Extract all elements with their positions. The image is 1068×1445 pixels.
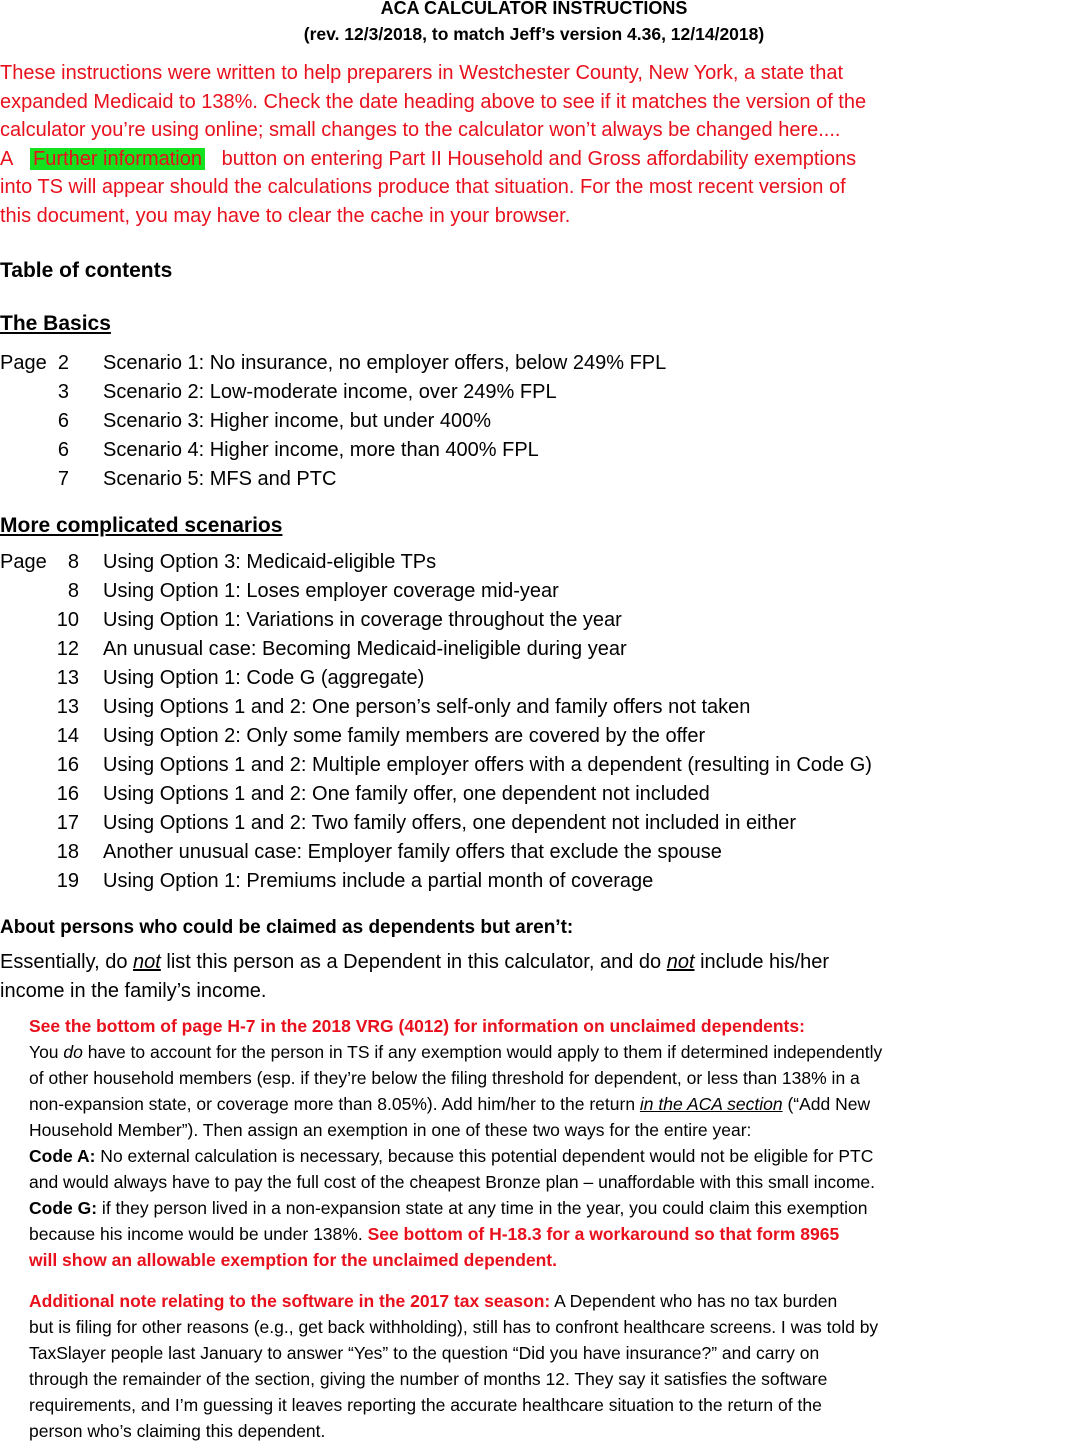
toc-entry[interactable]: An unusual case: Becoming Medicaid-ineligible during year <box>103 638 627 660</box>
emphasis-not: not <box>133 951 161 973</box>
complicated-list <box>0 551 1060 901</box>
toc-entry[interactable]: Using Options 1 and 2: One person’s self-only and family offers not taken <box>103 696 751 718</box>
toc-entry[interactable]: Using Option 1: Code G (aggregate) <box>103 667 425 689</box>
toc-page-number: 10 <box>56 609 79 631</box>
aca-section-link[interactable]: in the ACA section <box>639 1094 783 1114</box>
additional-note: Additional note relating to the software in the 2017 tax season: A Dependent who has no tax burden but is filing for other reasons (e.g., get back withholding), still has to confront healthcare screens. I was told by TaxSlayer people last January to answer “Yes” to the question “Did you have insurance?” and carry on through the remainder of the section, giving the number of months 12. They say it satisfies the software requirements, and I’m guessing it leaves reporting the accurate healthcare situation to the return of the person who’s claiming this dependent. <box>29 1291 879 1441</box>
emphasis-not: not <box>666 951 695 973</box>
toc-page-number: 13 <box>56 667 79 689</box>
toc-page-number: 16 <box>56 783 79 805</box>
vrg-note: See the bottom of page H-7 in the 2018 VRG (4012) for information on unclaimed dependents: <box>29 1016 805 1036</box>
toc-page-number: 3 <box>57 381 69 403</box>
document-subtitle: (rev. 12/3/2018, to match Jeff’s version 4.36, 12/14/2018) <box>303 24 765 44</box>
intro-line: calculator you’re using online; small changes to the calculator won’t always be changed here.... <box>0 119 841 141</box>
basics-heading: The Basics <box>0 312 111 335</box>
basics-list <box>0 352 1000 502</box>
intro-line: this document, you may have to clear the cache in your browser. <box>0 204 571 227</box>
intro-line: expanded Medicaid to 138%. Check the date heading above to see if it matches the version of the <box>0 90 867 113</box>
toc-entry[interactable]: Using Option 3: Medicaid-eligible TPs <box>103 551 437 573</box>
intro-line: A Further information button on entering Part II Household and Gross affordability exemptions <box>0 147 857 170</box>
vrg-block: See the bottom of page H-7 in the 2018 VRG (4012) for information on unclaimed dependents: You do have to account for the person in TS if any exemption would apply to them if determined independently of other household members (esp. if they’re below the filing threshold for dependent, or less than 138% in a non-expansion state, or coverage more than 8.05%). Add him/her to the return in the ACA section (“Add New Household Member”). Then assign an exemption in one of these two ways for the entire year: Code A: No external calculation is necessary, because this potential dependent would not be eligible for PTC and would always have to pay the full cost of the cheapest Bronze plan – unaffordable with this small income. Code G: if they person lived in a non-expansion state at any time in the year, you could claim this exemption because his income would be under 138%. See bottom of H-18.3 for a workaround so that form 8965 will show an allowable exemption for the unclaimed dependent. <box>29 1013 882 1273</box>
toc-page-number: 19 <box>56 870 79 892</box>
toc-entry[interactable]: Scenario 4: Higher income, more than 400% FPL <box>103 439 539 461</box>
toc-page-number: 6 <box>57 439 69 461</box>
dependents-heading: About persons who could be claimed as dependents but aren’t: <box>0 917 574 938</box>
toc-page-number: 13 <box>56 696 79 718</box>
toc-page-number: 8 <box>67 551 79 573</box>
toc-page-number: 18 <box>56 841 79 863</box>
toc-page-number: 17 <box>56 812 79 834</box>
intro-paragraph <box>0 59 866 230</box>
further-information-button[interactable]: Further information <box>30 148 205 170</box>
toc-entry[interactable]: Using Option 1: Premiums include a partial month of coverage <box>103 870 654 892</box>
toc-entry[interactable]: Using Options 1 and 2: Two family offers, one dependent not included in either <box>103 812 797 834</box>
document-title: ACA CALCULATOR INSTRUCTIONS <box>380 0 688 18</box>
toc-page-number: 14 <box>56 725 79 747</box>
additional-note-label: Additional note relating to the software in the 2017 tax season: <box>29 1291 551 1311</box>
toc-page-number: 7 <box>57 468 69 490</box>
toc-entry[interactable]: Using Options 1 and 2: One family offer, one dependent not included <box>103 783 710 805</box>
toc-entry[interactable]: Using Option 1: Variations in coverage throughout the year <box>103 609 622 631</box>
toc-entry[interactable]: Using Option 1: Loses employer coverage mid-year <box>103 580 559 602</box>
code-g-label: Code G: <box>29 1198 98 1218</box>
page-label: Page <box>0 551 47 573</box>
intro-line: into TS will appear should the calculations produce that situation. For the most recent version of <box>0 176 846 198</box>
toc-page-number: 16 <box>56 754 79 776</box>
toc-entry[interactable]: Scenario 5: MFS and PTC <box>103 468 337 490</box>
toc-page-number: 8 <box>67 580 79 602</box>
toc-entry[interactable]: Scenario 1: No insurance, no employer offers, below 249% FPL <box>103 352 667 374</box>
code-a-label: Code A: <box>29 1146 96 1166</box>
toc-page-number: 2 <box>57 352 69 374</box>
toc-entry[interactable]: Using Options 1 and 2: Multiple employer offers with a dependent (resulting in Code G) <box>103 754 872 776</box>
toc-entry[interactable]: Another unusual case: Employer family offers that exclude the spouse <box>103 841 722 863</box>
intro-line: These instructions were written to help preparers in Westchester County, New York, a state that <box>0 62 843 84</box>
toc-page-number: 12 <box>56 638 79 660</box>
toc-page-number: 6 <box>57 410 69 432</box>
toc-entry[interactable]: Scenario 2: Low-moderate income, over 249% FPL <box>103 381 557 403</box>
complicated-heading: More complicated scenarios <box>0 514 283 537</box>
dependents-intro: Essentially, do not list this person as a Dependent in this calculator, and do not include his/her income in the family’s income. <box>0 951 830 1002</box>
page-label: Page <box>0 352 47 374</box>
toc-entry[interactable]: Scenario 3: Higher income, but under 400% <box>103 410 492 432</box>
toc-entry[interactable]: Using Option 2: Only some family members are covered by the offer <box>103 725 706 747</box>
toc-heading: Table of contents <box>0 259 173 282</box>
